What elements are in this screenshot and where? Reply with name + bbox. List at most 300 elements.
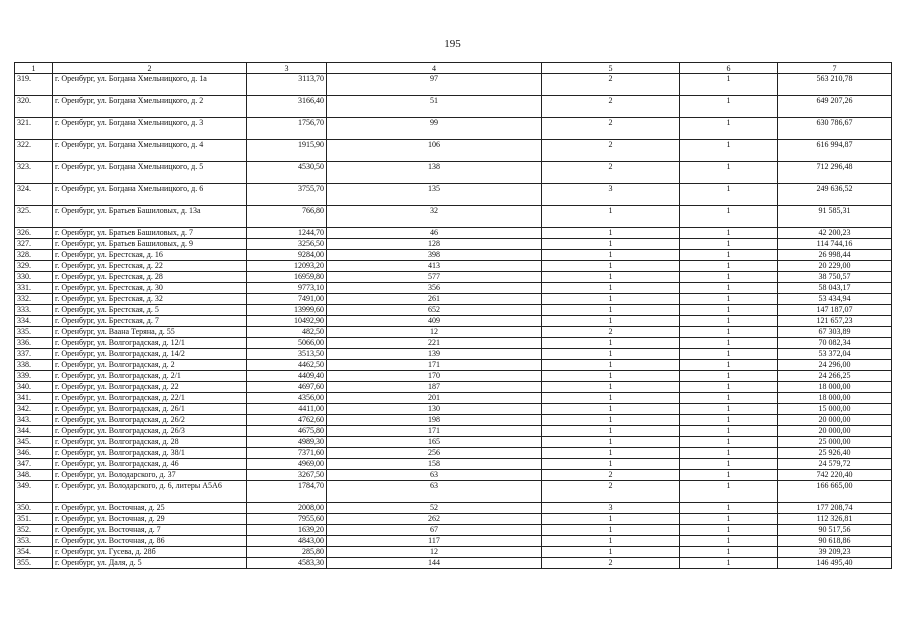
column-5-cell: 1 — [542, 228, 680, 239]
address-cell: г. Оренбург, ул. Богдана Хмельницкого, д. 6 — [53, 184, 247, 206]
column-4-cell: 117 — [327, 536, 542, 547]
amount-cell: 20 229,00 — [778, 261, 892, 272]
address-cell: г. Оренбург, ул. Брестская, д. 30 — [53, 283, 247, 294]
table-row — [15, 184, 892, 206]
table-row — [15, 272, 892, 283]
amount-cell: 147 187,07 — [778, 305, 892, 316]
column-4-cell: 652 — [327, 305, 542, 316]
address-cell: г. Оренбург, ул. Волгоградская, д. 2 — [53, 360, 247, 371]
row-number-cell: 327. — [15, 239, 53, 250]
column-5-cell: 1 — [542, 294, 680, 305]
row-number-cell: 346. — [15, 448, 53, 459]
amount-cell: 649 207,26 — [778, 96, 892, 118]
address-cell: г. Оренбург, ул. Волгоградская, д. 26/2 — [53, 415, 247, 426]
column-4-cell: 99 — [327, 118, 542, 140]
column-5-cell: 1 — [542, 525, 680, 536]
row-number-cell: 326. — [15, 228, 53, 239]
column-5-cell: 1 — [542, 547, 680, 558]
table-row — [15, 327, 892, 338]
address-cell: г. Оренбург, ул. Волгоградская, д. 46 — [53, 459, 247, 470]
column-5-cell: 1 — [542, 316, 680, 327]
address-cell: г. Оренбург, ул. Богдана Хмельницкого, д. 5 — [53, 162, 247, 184]
table-row — [15, 294, 892, 305]
amount-cell: 742 220,40 — [778, 470, 892, 481]
row-number-cell: 338. — [15, 360, 53, 371]
row-number-cell: 341. — [15, 393, 53, 404]
table-row — [15, 206, 892, 228]
column-5-cell: 2 — [542, 96, 680, 118]
address-cell: г. Оренбург, ул. Володарского, д. 6, литеры А5А6 — [53, 481, 247, 503]
table-row — [15, 316, 892, 327]
column-4-cell: 67 — [327, 525, 542, 536]
address-cell: г. Оренбург, ул. Волгоградская, д. 14/2 — [53, 349, 247, 360]
area-cell: 3513,50 — [247, 349, 327, 360]
table-row — [15, 525, 892, 536]
address-cell: г. Оренбург, ул. Брестская, д. 5 — [53, 305, 247, 316]
column-4-cell: 63 — [327, 470, 542, 481]
address-cell: г. Оренбург, ул. Брестская, д. 22 — [53, 261, 247, 272]
address-cell: г. Оренбург, ул. Брестская, д. 28 — [53, 272, 247, 283]
area-cell: 4762,60 — [247, 415, 327, 426]
column-5-cell: 1 — [542, 239, 680, 250]
column-4-cell: 52 — [327, 503, 542, 514]
column-5-cell: 1 — [542, 338, 680, 349]
column-4-cell: 135 — [327, 184, 542, 206]
address-cell: г. Оренбург, ул. Волгоградская, д. 2/1 — [53, 371, 247, 382]
address-cell: г. Оренбург, ул. Даля, д. 5 — [53, 558, 247, 569]
column-5-cell: 2 — [542, 470, 680, 481]
amount-cell: 616 994,87 — [778, 140, 892, 162]
row-number-cell: 321. — [15, 118, 53, 140]
address-cell: г. Оренбург, ул. Брестская, д. 16 — [53, 250, 247, 261]
column-4-cell: 128 — [327, 239, 542, 250]
area-cell: 13999,60 — [247, 305, 327, 316]
column-6-cell: 1 — [680, 470, 778, 481]
address-cell: г. Оренбург, ул. Богдана Хмельницкого, д. 1а — [53, 74, 247, 96]
row-number-cell: 334. — [15, 316, 53, 327]
table-row — [15, 371, 892, 382]
amount-cell: 91 585,31 — [778, 206, 892, 228]
column-4-cell: 97 — [327, 74, 542, 96]
area-cell: 4409,40 — [247, 371, 327, 382]
address-cell: г. Оренбург, ул. Братьев Башиловых, д. 9 — [53, 239, 247, 250]
table-row — [15, 536, 892, 547]
table-row — [15, 481, 892, 503]
column-6-cell: 1 — [680, 371, 778, 382]
column-6-cell: 1 — [680, 558, 778, 569]
row-number-cell: 333. — [15, 305, 53, 316]
row-number-cell: 324. — [15, 184, 53, 206]
amount-cell: 20 000,00 — [778, 426, 892, 437]
address-cell: г. Оренбург, ул. Восточная, д. 25 — [53, 503, 247, 514]
area-cell: 4989,30 — [247, 437, 327, 448]
table-row — [15, 547, 892, 558]
area-cell: 4583,30 — [247, 558, 327, 569]
table-row — [15, 239, 892, 250]
address-cell: г. Оренбург, ул. Волгоградская, д. 26/1 — [53, 404, 247, 415]
address-cell: г. Оренбург, ул. Богдана Хмельницкого, д. 3 — [53, 118, 247, 140]
column-4-cell: 201 — [327, 393, 542, 404]
area-cell: 4462,50 — [247, 360, 327, 371]
column-4-cell: 577 — [327, 272, 542, 283]
address-cell: г. Оренбург, ул. Брестская, д. 7 — [53, 316, 247, 327]
amount-cell: 25 000,00 — [778, 437, 892, 448]
table-row — [15, 349, 892, 360]
column-5-cell: 2 — [542, 140, 680, 162]
amount-cell: 15 000,00 — [778, 404, 892, 415]
column-6-cell: 1 — [680, 382, 778, 393]
amount-cell: 146 495,40 — [778, 558, 892, 569]
data-table — [14, 62, 892, 569]
column-5-cell: 1 — [542, 393, 680, 404]
table-row — [15, 415, 892, 426]
header-cell: 6 — [680, 63, 778, 74]
row-number-cell: 340. — [15, 382, 53, 393]
column-6-cell: 1 — [680, 426, 778, 437]
column-5-cell: 1 — [542, 415, 680, 426]
row-number-cell: 325. — [15, 206, 53, 228]
column-6-cell: 1 — [680, 338, 778, 349]
address-cell: г. Оренбург, ул. Володарского, д. 37 — [53, 470, 247, 481]
amount-cell: 53 372,04 — [778, 349, 892, 360]
header-cell: 1 — [15, 63, 53, 74]
table-row — [15, 382, 892, 393]
column-5-cell: 1 — [542, 448, 680, 459]
column-5-cell: 1 — [542, 283, 680, 294]
column-4-cell: 262 — [327, 514, 542, 525]
column-6-cell: 1 — [680, 349, 778, 360]
area-cell: 1639,20 — [247, 525, 327, 536]
amount-cell: 24 296,00 — [778, 360, 892, 371]
amount-cell: 26 998,44 — [778, 250, 892, 261]
column-6-cell: 1 — [680, 503, 778, 514]
column-4-cell: 32 — [327, 206, 542, 228]
column-5-cell: 1 — [542, 404, 680, 415]
address-cell: г. Оренбург, ул. Волгоградская, д. 22 — [53, 382, 247, 393]
row-number-cell: 336. — [15, 338, 53, 349]
row-number-cell: 332. — [15, 294, 53, 305]
area-cell: 1756,70 — [247, 118, 327, 140]
column-4-cell: 221 — [327, 338, 542, 349]
amount-cell: 70 082,34 — [778, 338, 892, 349]
area-cell: 9773,10 — [247, 283, 327, 294]
area-cell: 766,80 — [247, 206, 327, 228]
column-4-cell: 63 — [327, 481, 542, 503]
page-number: 195 — [444, 38, 461, 50]
area-cell: 7491,00 — [247, 294, 327, 305]
column-6-cell: 1 — [680, 162, 778, 184]
table-row — [15, 305, 892, 316]
address-cell: г. Оренбург, ул. Восточная, д. 29 — [53, 514, 247, 525]
amount-cell: 166 665,00 — [778, 481, 892, 503]
table-row — [15, 459, 892, 470]
row-number-cell: 320. — [15, 96, 53, 118]
column-6-cell: 1 — [680, 239, 778, 250]
column-4-cell: 409 — [327, 316, 542, 327]
area-cell: 12093,20 — [247, 261, 327, 272]
column-4-cell: 139 — [327, 349, 542, 360]
address-cell: г. Оренбург, ул. Брестская, д. 32 — [53, 294, 247, 305]
amount-cell: 90 517,56 — [778, 525, 892, 536]
address-cell: г. Оренбург, ул. Братьев Башиловых, д. 13а — [53, 206, 247, 228]
amount-cell: 39 209,23 — [778, 547, 892, 558]
area-cell: 3166,40 — [247, 96, 327, 118]
column-5-cell: 2 — [542, 558, 680, 569]
address-cell: г. Оренбург, ул. Волгоградская, д. 28 — [53, 437, 247, 448]
area-cell: 3256,50 — [247, 239, 327, 250]
amount-cell: 20 000,00 — [778, 415, 892, 426]
table-row — [15, 140, 892, 162]
area-cell: 4411,00 — [247, 404, 327, 415]
row-number-cell: 355. — [15, 558, 53, 569]
column-6-cell: 1 — [680, 327, 778, 338]
table-row — [15, 360, 892, 371]
column-4-cell: 187 — [327, 382, 542, 393]
column-6-cell: 1 — [680, 206, 778, 228]
address-cell: г. Оренбург, ул. Восточная, д. 86 — [53, 536, 247, 547]
column-6-cell: 1 — [680, 393, 778, 404]
table-row — [15, 503, 892, 514]
column-4-cell: 398 — [327, 250, 542, 261]
row-number-cell: 345. — [15, 437, 53, 448]
area-cell: 482,50 — [247, 327, 327, 338]
column-6-cell: 1 — [680, 536, 778, 547]
table-row — [15, 404, 892, 415]
area-cell: 1915,90 — [247, 140, 327, 162]
header-cell: 5 — [542, 63, 680, 74]
row-number-cell: 335. — [15, 327, 53, 338]
table-row — [15, 261, 892, 272]
table-row — [15, 426, 892, 437]
column-6-cell: 1 — [680, 305, 778, 316]
table-row — [15, 283, 892, 294]
column-6-cell: 1 — [680, 459, 778, 470]
area-cell: 2008,00 — [247, 503, 327, 514]
column-5-cell: 2 — [542, 118, 680, 140]
amount-cell: 24 579,72 — [778, 459, 892, 470]
column-5-cell: 1 — [542, 206, 680, 228]
column-4-cell: 130 — [327, 404, 542, 415]
column-5-cell: 2 — [542, 327, 680, 338]
column-5-cell: 2 — [542, 481, 680, 503]
row-number-cell: 350. — [15, 503, 53, 514]
row-number-cell: 322. — [15, 140, 53, 162]
row-number-cell: 328. — [15, 250, 53, 261]
column-4-cell: 46 — [327, 228, 542, 239]
column-4-cell: 356 — [327, 283, 542, 294]
column-6-cell: 1 — [680, 437, 778, 448]
area-cell: 285,80 — [247, 547, 327, 558]
table-row — [15, 96, 892, 118]
table-row — [15, 250, 892, 261]
amount-cell: 24 266,25 — [778, 371, 892, 382]
area-cell: 1784,70 — [247, 481, 327, 503]
column-4-cell: 144 — [327, 558, 542, 569]
address-cell: г. Оренбург, ул. Богдана Хмельницкого, д. 2 — [53, 96, 247, 118]
column-6-cell: 1 — [680, 272, 778, 283]
column-5-cell: 1 — [542, 305, 680, 316]
area-cell: 4969,00 — [247, 459, 327, 470]
row-number-cell: 351. — [15, 514, 53, 525]
address-cell: г. Оренбург, ул. Ваана Теряна, д. 55 — [53, 327, 247, 338]
row-number-cell: 352. — [15, 525, 53, 536]
column-6-cell: 1 — [680, 96, 778, 118]
row-number-cell: 319. — [15, 74, 53, 96]
address-cell: г. Оренбург, ул. Братьев Башиловых, д. 7 — [53, 228, 247, 239]
column-4-cell: 413 — [327, 261, 542, 272]
column-6-cell: 1 — [680, 74, 778, 96]
row-number-cell: 348. — [15, 470, 53, 481]
row-number-cell: 329. — [15, 261, 53, 272]
column-4-cell: 261 — [327, 294, 542, 305]
area-cell: 7371,60 — [247, 448, 327, 459]
area-cell: 1244,70 — [247, 228, 327, 239]
address-cell: г. Оренбург, ул. Волгоградская, д. 22/1 — [53, 393, 247, 404]
table-row — [15, 558, 892, 569]
column-5-cell: 2 — [542, 162, 680, 184]
column-5-cell: 1 — [542, 382, 680, 393]
table-row — [15, 118, 892, 140]
row-number-cell: 354. — [15, 547, 53, 558]
column-6-cell: 1 — [680, 250, 778, 261]
column-5-cell: 1 — [542, 272, 680, 283]
column-6-cell: 1 — [680, 118, 778, 140]
amount-cell: 58 043,17 — [778, 283, 892, 294]
column-4-cell: 51 — [327, 96, 542, 118]
area-cell: 3755,70 — [247, 184, 327, 206]
header-cell: 4 — [327, 63, 542, 74]
column-4-cell: 12 — [327, 327, 542, 338]
column-5-cell: 1 — [542, 261, 680, 272]
area-cell: 16959,80 — [247, 272, 327, 283]
amount-cell: 53 434,94 — [778, 294, 892, 305]
column-6-cell: 1 — [680, 514, 778, 525]
column-6-cell: 1 — [680, 316, 778, 327]
address-cell: г. Оренбург, ул. Волгоградская, д. 26/3 — [53, 426, 247, 437]
area-cell: 4697,60 — [247, 382, 327, 393]
amount-cell: 563 210,78 — [778, 74, 892, 96]
row-number-cell: 344. — [15, 426, 53, 437]
address-cell: г. Оренбург, ул. Волгоградская, д. 12/1 — [53, 338, 247, 349]
row-number-cell: 353. — [15, 536, 53, 547]
header-cell: 2 — [53, 63, 247, 74]
table-row — [15, 448, 892, 459]
amount-cell: 121 657,23 — [778, 316, 892, 327]
amount-cell: 114 744,16 — [778, 239, 892, 250]
column-6-cell: 1 — [680, 415, 778, 426]
row-number-cell: 343. — [15, 415, 53, 426]
column-5-cell: 1 — [542, 459, 680, 470]
area-cell: 4356,00 — [247, 393, 327, 404]
table-row — [15, 228, 892, 239]
amount-cell: 177 208,74 — [778, 503, 892, 514]
column-5-cell: 1 — [542, 514, 680, 525]
row-number-cell: 330. — [15, 272, 53, 283]
area-cell: 4843,00 — [247, 536, 327, 547]
column-4-cell: 198 — [327, 415, 542, 426]
area-cell: 3267,50 — [247, 470, 327, 481]
column-6-cell: 1 — [680, 294, 778, 305]
column-6-cell: 1 — [680, 228, 778, 239]
amount-cell: 18 000,00 — [778, 382, 892, 393]
area-cell: 9284,00 — [247, 250, 327, 261]
column-4-cell: 171 — [327, 360, 542, 371]
area-cell: 4675,80 — [247, 426, 327, 437]
column-5-cell: 2 — [542, 74, 680, 96]
column-5-cell: 3 — [542, 184, 680, 206]
table-row — [15, 338, 892, 349]
column-5-cell: 3 — [542, 503, 680, 514]
column-5-cell: 1 — [542, 250, 680, 261]
address-cell: г. Оренбург, ул. Восточная, д. 7 — [53, 525, 247, 536]
column-6-cell: 1 — [680, 283, 778, 294]
table-row — [15, 470, 892, 481]
table-body — [15, 74, 892, 569]
column-6-cell: 1 — [680, 184, 778, 206]
column-5-cell: 1 — [542, 371, 680, 382]
amount-cell: 18 000,00 — [778, 393, 892, 404]
amount-cell: 90 618,86 — [778, 536, 892, 547]
amount-cell: 249 636,52 — [778, 184, 892, 206]
row-number-cell: 323. — [15, 162, 53, 184]
header-cell: 3 — [247, 63, 327, 74]
address-cell: г. Оренбург, ул. Волгоградская, д. 38/1 — [53, 448, 247, 459]
amount-cell: 38 750,57 — [778, 272, 892, 283]
column-4-cell: 106 — [327, 140, 542, 162]
area-cell: 7955,60 — [247, 514, 327, 525]
amount-cell: 112 326,81 — [778, 514, 892, 525]
column-4-cell: 165 — [327, 437, 542, 448]
table-row — [15, 74, 892, 96]
table-row — [15, 514, 892, 525]
amount-cell: 712 296,48 — [778, 162, 892, 184]
column-6-cell: 1 — [680, 525, 778, 536]
column-5-cell: 1 — [542, 437, 680, 448]
column-6-cell: 1 — [680, 448, 778, 459]
column-5-cell: 1 — [542, 536, 680, 547]
column-6-cell: 1 — [680, 547, 778, 558]
row-number-cell: 339. — [15, 371, 53, 382]
amount-cell: 42 200,23 — [778, 228, 892, 239]
column-6-cell: 1 — [680, 140, 778, 162]
column-4-cell: 12 — [327, 547, 542, 558]
column-4-cell: 256 — [327, 448, 542, 459]
column-5-cell: 1 — [542, 360, 680, 371]
area-cell: 3113,70 — [247, 74, 327, 96]
amount-cell: 630 786,67 — [778, 118, 892, 140]
column-6-cell: 1 — [680, 360, 778, 371]
table-row — [15, 393, 892, 404]
column-4-cell: 158 — [327, 459, 542, 470]
table-row — [15, 437, 892, 448]
amount-cell: 25 926,40 — [778, 448, 892, 459]
column-4-cell: 170 — [327, 371, 542, 382]
amount-cell: 67 303,89 — [778, 327, 892, 338]
header-row — [15, 63, 892, 74]
area-cell: 5066,00 — [247, 338, 327, 349]
column-5-cell: 1 — [542, 349, 680, 360]
row-number-cell: 337. — [15, 349, 53, 360]
table-row — [15, 162, 892, 184]
area-cell: 10492,90 — [247, 316, 327, 327]
column-5-cell: 1 — [542, 426, 680, 437]
address-cell: г. Оренбург, ул. Богдана Хмельницкого, д. 4 — [53, 140, 247, 162]
row-number-cell: 331. — [15, 283, 53, 294]
column-6-cell: 1 — [680, 481, 778, 503]
row-number-cell: 342. — [15, 404, 53, 415]
row-number-cell: 347. — [15, 459, 53, 470]
column-6-cell: 1 — [680, 261, 778, 272]
